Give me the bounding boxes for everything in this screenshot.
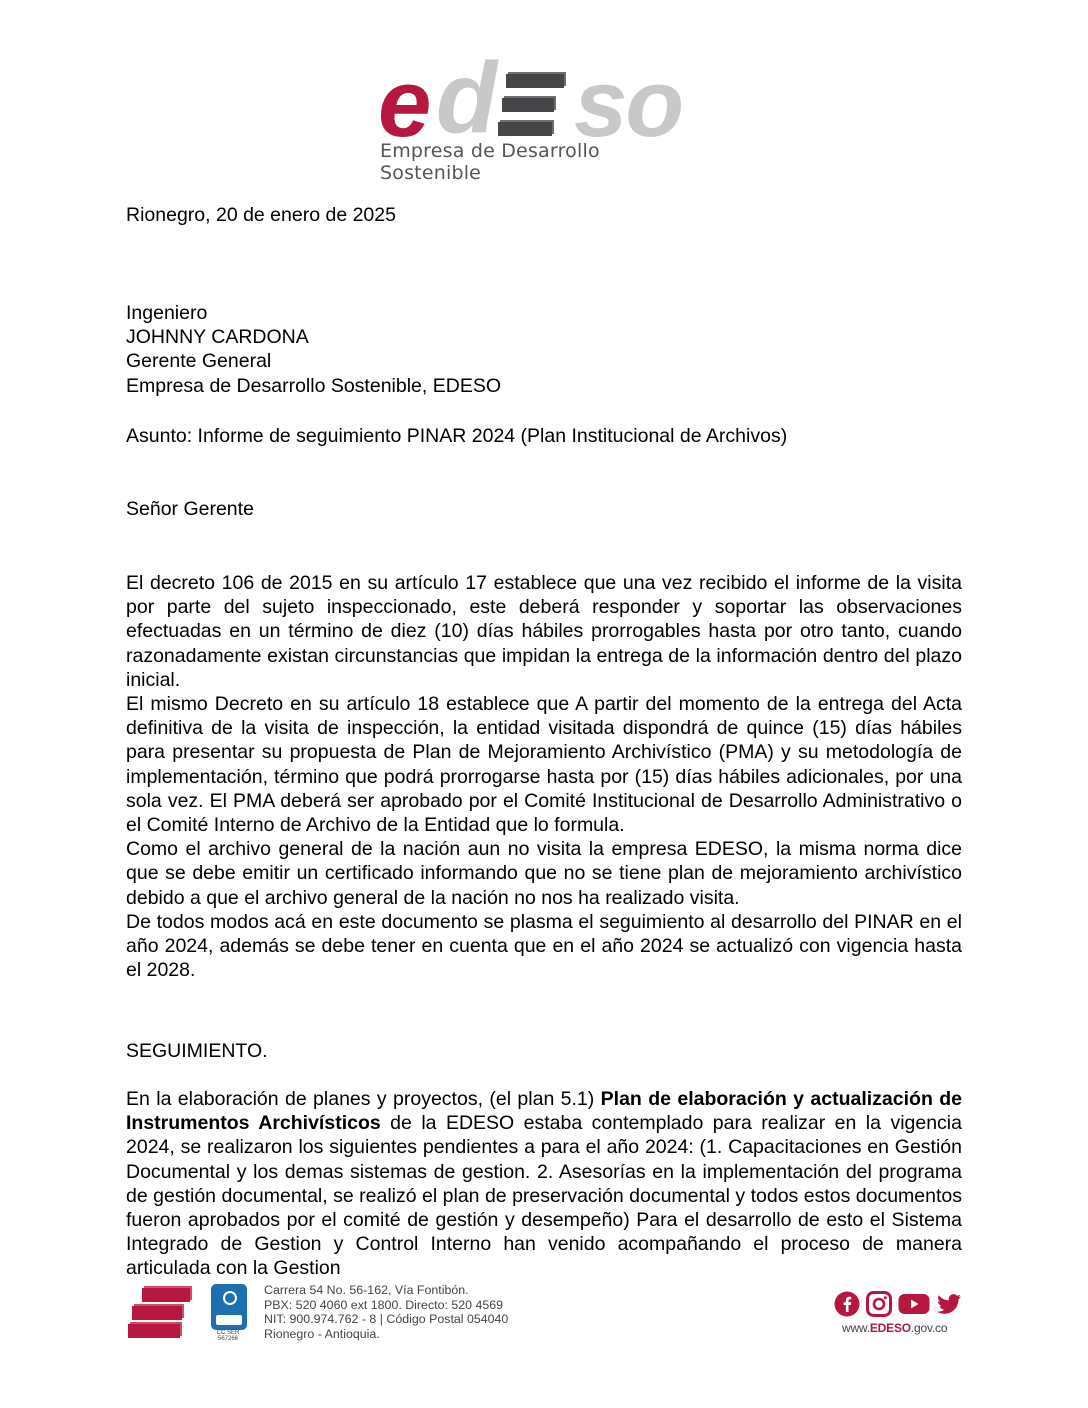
address-line: PBX: 520 4060 ext 1800. Directo: 520 4569 xyxy=(264,1297,504,1312)
subject-line: Asunto: Informe de seguimiento PINAR 2024 (Plan Institucional de Archivos) xyxy=(126,425,788,447)
body-paragraphs xyxy=(126,571,962,982)
logo-wordmark xyxy=(376,42,683,157)
iso-certification-badge-icon xyxy=(211,1284,247,1330)
body-paragraph: El decreto 106 de 2015 en su artículo 17 establece que una vez recibido el informe de la visita por parte del sujeto inspeccionado, este deberá responder y soportar las observaciones efectuadas en un término de diez (10) días hábiles prorrogables hasta por otro tanto, cuando razonadamente existan circunstancias que impidan la entrega de la información dentro del plazo inicial. xyxy=(126,572,962,691)
recipient-block xyxy=(126,301,962,398)
body-paragraph: Como el archivo general de la nación aun no visita la empresa EDESO, la misma norma dice que se debe emitir un certificado informando que no se tiene plan de mejoramiento archivístico debido a que el archivo general de la nación no nos ha realizado visita. xyxy=(126,838,962,909)
certification-caption xyxy=(211,1330,245,1342)
followup-intro: En la elaboración de planes y proyectos, (el plan 5.1) xyxy=(126,1088,601,1110)
twitter-icon[interactable] xyxy=(936,1291,962,1317)
footer-address xyxy=(264,1283,508,1341)
logo-tagline: Empresa de Desarrollo Sostenible xyxy=(380,140,600,184)
logo-bar-icon xyxy=(506,74,564,88)
social-links xyxy=(834,1291,962,1317)
place-date: Rionegro, 20 de enero de 2025 xyxy=(126,204,396,226)
website-suffix: .gov.co xyxy=(910,1321,948,1335)
certification-caption-line: CC SER xyxy=(216,1330,240,1336)
followup-plan-name: Plan de elaboración y actualización de Instrumentos Archivísticos xyxy=(126,1088,962,1135)
logo-letter-d: d xyxy=(436,42,498,154)
address-line: Carrera 54 No. 56-162, Vía Fontibón. xyxy=(264,1283,469,1297)
body-paragraph: De todos modos acá en este documento se plasma el seguimiento al desarrollo del PINAR en el año 2024, además se debe tener en cuenta que en el año 2024 se actualizó con vigencia hasta el 2028. xyxy=(126,910,962,982)
salutation: Señor Gerente xyxy=(126,498,254,520)
recipient-title: Ingeniero xyxy=(126,302,208,324)
logo-bar-icon xyxy=(502,98,554,112)
certification-caption-line: 567266 xyxy=(217,1336,239,1342)
followup-paragraph xyxy=(126,1087,962,1281)
logo-letters-so: so xyxy=(574,50,683,157)
followup-rest: de la EDESO estaba contemplado para realizar en la vigencia 2024, se realizaron los siguientes pendientes a para el año 2024: (1. Capacitaciones en Gestión Documental y los demas sistemas de gestion. 2. Asesorías en la implementación del programa de gestión documental, se realizó el plan de preservación documental y todos estos documentos fueron aprobados por el comité de gestión y desempeño) Para el desarrollo de esto el Sistema Integrado de Gestion y Control Interno han venido acompañando el proceso de manera articulada con la Gestion xyxy=(126,1112,962,1280)
section-heading: SEGUIMIENTO. xyxy=(126,1040,268,1062)
youtube-icon[interactable] xyxy=(898,1291,930,1317)
recipient-position: Gerente General xyxy=(126,350,272,373)
address-line: Rionegro - Antioquia. xyxy=(264,1326,380,1341)
edeso-logo xyxy=(376,42,683,184)
logo-letter-e: e xyxy=(378,50,428,157)
body-paragraph: El mismo Decreto en su artículo 18 establece que A partir del momento de la entrega del Acta definitiva de la visita de inspección, la entidad visitada dispondrá de quince (15) días hábiles para presentar su propuesta de Plan de Mejoramiento Archivístico (PMA) y su metodología de implementación, término que podrá prorrogarse hasta por (15) días hábiles adicionales, por una sola vez. El PMA deberá ser aprobado por el Comité Institucional de Desarrollo Administrativo o el Comité Interno de Archivo de la Entidad que lo formula. xyxy=(126,693,962,837)
website-brand: EDESO xyxy=(869,1321,911,1335)
logo-bar-icon xyxy=(498,122,552,136)
footer-logo-icon xyxy=(128,1284,192,1338)
instagram-icon[interactable] xyxy=(866,1291,892,1317)
website-link[interactable] xyxy=(842,1321,947,1335)
facebook-icon[interactable] xyxy=(834,1291,860,1317)
address-line: NIT: 900.974.762 - 8 | Código Postal 054040 xyxy=(264,1312,509,1326)
recipient-name: JOHNNY CARDONA xyxy=(126,326,309,349)
website-prefix: www. xyxy=(842,1321,870,1335)
recipient-company: Empresa de Desarrollo Sostenible, EDESO xyxy=(126,374,502,397)
